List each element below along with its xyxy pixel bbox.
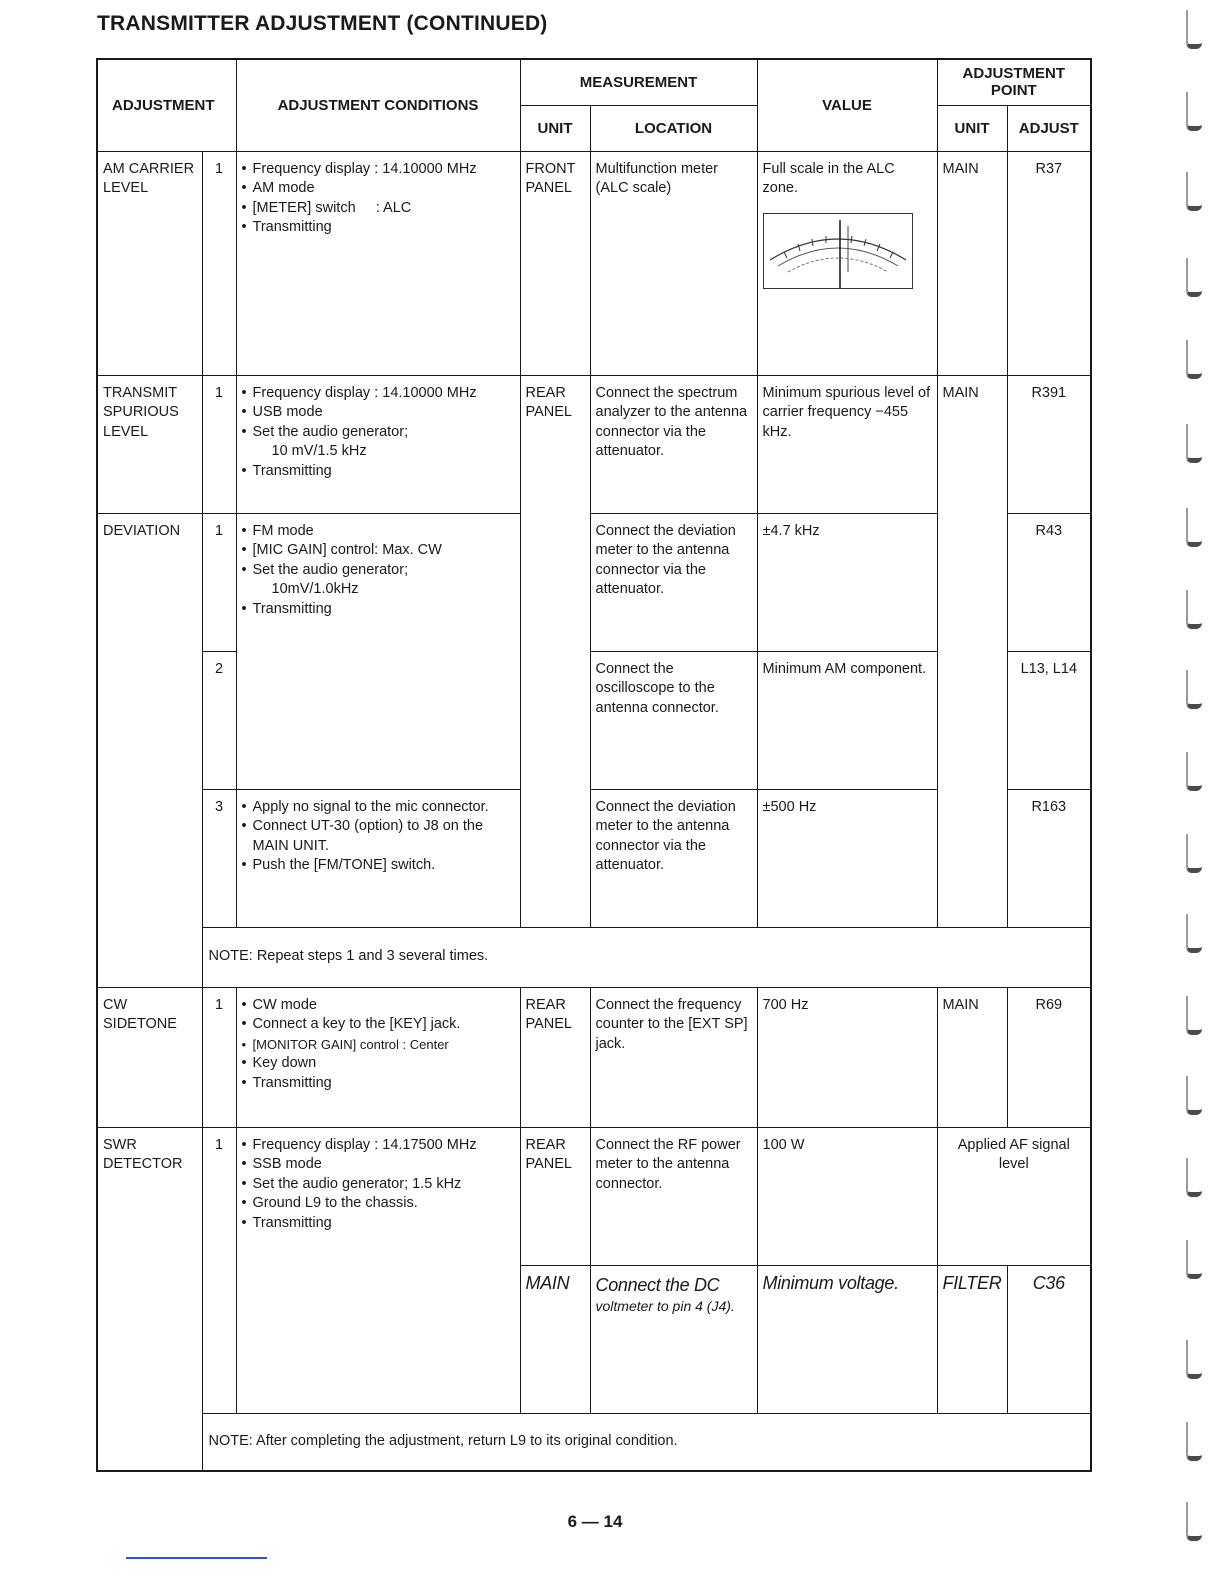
condition-item: • [MIC GAIN] control: Max. CW <box>242 541 515 561</box>
value-text: 100 W <box>757 1127 937 1265</box>
point-adjust: Applied AF signal level <box>937 1127 1091 1265</box>
adjustment-name: DEVIATION <box>97 513 202 987</box>
value-text: Minimum voltage. <box>757 1265 937 1413</box>
conditions-cell <box>236 151 520 375</box>
location-handwritten-rest: voltmeter to pin 4 (J4). <box>595 1297 735 1314</box>
binding-ring <box>1186 914 1202 953</box>
header-point-unit: UNIT <box>937 105 1007 151</box>
value-text: ±4.7 kHz <box>757 513 937 651</box>
measurement-unit: REAR PANEL <box>520 375 590 927</box>
measurement-location: Connect the deviation meter to the antenna connector via the attenuator. <box>590 789 757 927</box>
binding-ring <box>1186 590 1202 629</box>
header-value: VALUE <box>757 59 937 151</box>
table-row-cw-sidetone <box>97 987 1091 1127</box>
bottom-rule <box>126 1557 267 1559</box>
condition-item: • Frequency display : 14.10000 MHz <box>242 160 515 180</box>
point-unit: MAIN <box>937 375 1007 927</box>
conditions-cell <box>236 1127 520 1413</box>
step-number: 1 <box>202 375 236 513</box>
binding-ring <box>1186 1422 1202 1461</box>
condition-continuation: 10mV/1.0kHz <box>271 581 359 597</box>
condition-item: • Ground L9 to the chassis. <box>242 1194 515 1214</box>
alc-meter-illustration <box>763 213 913 289</box>
binding-ring <box>1186 670 1202 709</box>
point-adjust: R43 <box>1007 513 1091 651</box>
step-number: 1 <box>202 987 236 1127</box>
adjustment-name: AM CARRIER LEVEL <box>97 151 202 375</box>
condition-item: • Set the audio generator; 1.5 kHz <box>242 1175 515 1195</box>
value-cell <box>757 151 937 375</box>
condition-item: • Set the audio generator; <box>242 561 515 581</box>
condition-item: • Connect a key to the [KEY] jack. <box>242 1015 515 1035</box>
header-measurement: MEASUREMENT <box>520 59 757 105</box>
step-number: 1 <box>202 1127 236 1413</box>
binding-ring <box>1186 508 1202 547</box>
condition-item: • [MONITOR GAIN] control : Center <box>242 1035 515 1055</box>
point-adjust: R69 <box>1007 987 1091 1127</box>
header-adjustment-conditions: ADJUSTMENT CONDITIONS <box>236 59 520 151</box>
header-adjustment-point: ADJUSTMENT POINT <box>937 59 1091 105</box>
value-text: 700 Hz <box>757 987 937 1127</box>
adjustment-name: TRANSMIT SPURIOUS LEVEL <box>97 375 202 513</box>
binding-ring <box>1186 834 1202 873</box>
condition-item: • Transmitting <box>242 1074 515 1094</box>
header-measurement-unit: UNIT <box>520 105 590 151</box>
adjustment-name: CW SIDETONE <box>97 987 202 1127</box>
measurement-unit: REAR PANEL <box>520 1127 590 1265</box>
condition-item: • FM mode <box>242 522 515 542</box>
condition-item: • Transmitting <box>242 462 515 482</box>
binding-ring <box>1186 172 1202 211</box>
conditions-cell <box>236 513 520 789</box>
binding-ring <box>1186 1340 1202 1379</box>
measurement-location: Multifunction meter (ALC scale) <box>590 151 757 375</box>
conditions-cell <box>236 789 520 927</box>
header-adjustment: ADJUSTMENT <box>97 59 236 151</box>
binding-ring <box>1186 1502 1202 1541</box>
condition-item: • Transmitting <box>242 218 515 238</box>
measurement-location: Connect the spectrum analyzer to the antenna connector via the attenuator. <box>590 375 757 513</box>
condition-item: • Apply no signal to the mic connector. <box>242 798 515 818</box>
adjustment-table <box>96 58 1092 1472</box>
page-number: 6 — 14 <box>567 1512 623 1531</box>
binding-ring <box>1186 1158 1202 1197</box>
table-row-transmit-spurious-level <box>97 375 1091 513</box>
binding-ring <box>1186 258 1202 297</box>
point-adjust: R37 <box>1007 151 1091 375</box>
point-adjust: L13, L14 <box>1007 651 1091 789</box>
header-location: LOCATION <box>590 105 757 151</box>
table-row-swr-detector-1 <box>97 1127 1091 1265</box>
point-unit: MAIN <box>937 987 1007 1127</box>
value-text: Minimum AM component. <box>757 651 937 789</box>
step-number: 1 <box>202 151 236 375</box>
measurement-location: Connect the oscilloscope to the antenna connector. <box>590 651 757 789</box>
binding-ring <box>1186 10 1202 49</box>
condition-item: • [METER] switch : ALC <box>242 199 515 219</box>
table-row-swr-note <box>97 1413 1091 1471</box>
condition-item: • Set the audio generator; <box>242 423 515 443</box>
binding-ring <box>1186 996 1202 1035</box>
condition-item: • Frequency display : 14.17500 MHz <box>242 1136 515 1156</box>
measurement-location <box>590 1265 757 1413</box>
binding-ring <box>1186 1240 1202 1279</box>
measurement-unit: MAIN <box>520 1265 590 1413</box>
binding-ring <box>1186 752 1202 791</box>
table-row-am-carrier-level <box>97 151 1091 375</box>
header-point-adjust: ADJUST <box>1007 105 1091 151</box>
condition-item: • Key down <box>242 1054 515 1074</box>
value-text: Minimum spurious level of carrier frequency −455 kHz. <box>757 375 937 513</box>
point-adjust: R391 <box>1007 375 1091 513</box>
point-unit: FILTER <box>937 1265 1007 1413</box>
point-adjust: R163 <box>1007 789 1091 927</box>
location-handwritten: Connect the DC <box>595 1274 720 1295</box>
measurement-location: Connect the RF power meter to the antenna connector. <box>590 1127 757 1265</box>
adjustment-name: SWR DETECTOR <box>97 1127 202 1471</box>
step-number: 3 <box>202 789 236 927</box>
table-row-deviation-note <box>97 927 1091 987</box>
page-title: TRANSMITTER ADJUSTMENT (CONTINUED) <box>97 12 548 35</box>
conditions-cell <box>236 375 520 513</box>
condition-item: • Transmitting <box>242 1214 515 1234</box>
deviation-note: NOTE: Repeat steps 1 and 3 several times. <box>202 927 1091 987</box>
binding-ring <box>1186 424 1202 463</box>
condition-item: • Transmitting <box>242 600 515 620</box>
condition-item: • Push the [FM/TONE] switch. <box>242 856 515 876</box>
header-row-top <box>97 59 1091 105</box>
measurement-location: Connect the deviation meter to the antenna connector via the attenuator. <box>590 513 757 651</box>
conditions-cell <box>236 987 520 1127</box>
condition-continuation: 10 mV/1.5 kHz <box>271 443 367 459</box>
condition-item: • USB mode <box>242 403 515 423</box>
binding-ring <box>1186 92 1202 131</box>
condition-item: • SSB mode <box>242 1155 515 1175</box>
swr-note: NOTE: After completing the adjustment, return L9 to its original condition. <box>202 1413 1091 1471</box>
condition-item: • Frequency display : 14.10000 MHz <box>242 384 515 404</box>
condition-item: • AM mode <box>242 179 515 199</box>
step-number: 1 <box>202 513 236 651</box>
point-adjust: C36 <box>1007 1265 1091 1413</box>
binding-ring <box>1186 1076 1202 1115</box>
spiral-binding <box>1178 0 1218 1584</box>
measurement-unit: REAR PANEL <box>520 987 590 1127</box>
condition-item: • CW mode <box>242 996 515 1016</box>
measurement-location: Connect the frequency counter to the [EXT SP] jack. <box>590 987 757 1127</box>
binding-ring <box>1186 340 1202 379</box>
value-text: Full scale in the ALC zone. <box>762 160 895 196</box>
value-text: ±500 Hz <box>757 789 937 927</box>
measurement-unit: FRONT PANEL <box>520 151 590 375</box>
condition-item: • Connect UT-30 (option) to J8 on the MAIN UNIT. <box>242 817 515 856</box>
step-number: 2 <box>202 651 236 789</box>
point-unit: MAIN <box>937 151 1007 375</box>
